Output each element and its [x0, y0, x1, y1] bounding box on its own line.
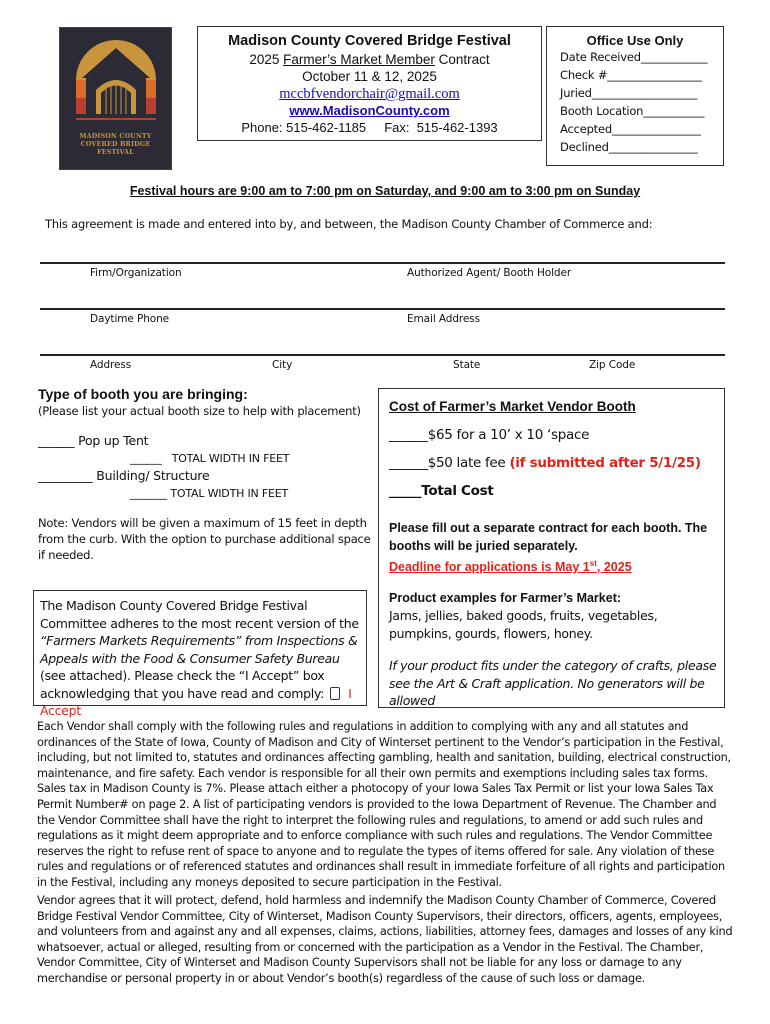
committee-text-italic: “Farmers Markets Requirements” from Inspections & Appeals with the Food & Consumer Safety Bureau: [40, 633, 358, 666]
cost-title: Cost of Farmer’s Market Vendor Booth: [389, 399, 636, 414]
committee-text-2: (see attached). Please check the “I Accept” box acknowledging that you have read and comply:: [40, 668, 325, 701]
late-fee-field[interactable]: [389, 455, 701, 471]
festival-hours: Festival hours are 9:00 am to 7:00 pm on Saturday, and 9:00 am to 3:00 pm on Sunday: [129, 184, 641, 198]
office-check: Check #_________________: [560, 68, 702, 82]
deadline-year: , 2025: [596, 560, 632, 575]
phone-label: Daytime Phone: [90, 313, 170, 325]
rules-paragraph: Each Vendor shall comply with the following rules and regulations in addition to complying with any and all statutes and ordinances of the State of Iowa, County of Madison and City of Winterset pertinent to the Vendor’s participation in the Festival, including, but not limited to, statutes and ordinances affecting gambling, health and sanitation, building, electrical construction, maintenance, and fire safety. Each vendor is responsible for all their own permits and exemptions including sales tax forms. Sales tax in Madison County is 7%. Please attach either a photocopy of your Iowa Sales Tax Permit or list your Iowa Sales Tax Permit Number# on page 2. A list of participating vendors is provided to the Iowa Department of Revenue. The Chamber and the Vendor Committee shall have the right to interpret the following rules and regulations, to amend or add such rules and regulations as it might deem appropriate and to enforce compliance with such rules and regulations. The Vendor Committee reserves the right to refuse rent of space to anyone and to regulate the types of items offered for sale. Any violation of these rules and regulations or of referenced statutes and ordinances shall result in immediate forfeiture of all rights and participation in the Festival, including any moneys deposited to secure participation in the Festival.: [37, 720, 731, 889]
building-field[interactable]: _________ Building/ Structure: [38, 468, 210, 483]
office-booth-location: Booth Location___________: [560, 104, 705, 118]
address-line[interactable]: [40, 354, 725, 356]
total-cost-field[interactable]: [389, 483, 494, 499]
crafts-note: If your product fits under the category of crafts, please see the Art & Craft application. No generators will be allowed: [389, 658, 717, 708]
firm-agent-line[interactable]: [40, 262, 725, 264]
late-fee-label: ______$50 late fee: [389, 455, 510, 471]
agent-label: Authorized Agent/ Booth Holder: [407, 267, 572, 279]
committee-text: [40, 597, 366, 720]
state-label: State: [453, 359, 481, 371]
contract-suffix: Contract: [434, 52, 490, 67]
office-juried: Juried___________________: [560, 86, 698, 100]
agreement-intro: This agreement is made and entered into by, and between, the Madison County Chamber of Commerce and:: [45, 217, 653, 231]
office-use-title: Office Use Only: [586, 33, 684, 48]
city-label: City: [272, 359, 293, 371]
contract-year: 2025: [249, 52, 284, 67]
address-label: Address: [90, 359, 132, 371]
popup-width-field[interactable]: ______ TOTAL WIDTH IN FEET: [130, 452, 290, 465]
office-accepted: Accepted________________: [560, 122, 701, 136]
cost-box: [378, 388, 725, 708]
office-use-box: [546, 26, 724, 166]
late-fee-condition: (if submitted after 5/1/25): [509, 455, 701, 471]
popup-tent-field[interactable]: ______ Pop up Tent: [38, 433, 149, 448]
festival-logo: [59, 27, 172, 170]
indemnity-paragraph: Vendor agrees that it will protect, defend, hold harmless and indemnify the Madison County Chamber of Commerce, Covered Bridge Festival Vendor Committee, City of Winterset, Madison County Supervisors, their directors, officers, agents, employees, and volunteers from and against any and all expenses, claims, actions, liabilities, attorney fees, damages and losses of any kind whatsoever, actual or alleged, resulting from or concerned with the participation as a Vendor in the Festival. The Chamber, Vendor Committee, City of Winterset and Madison County Supervisors shall not be liable for any loss or damage to any merchandise or personal property in or about Vendor’s booth(s) regardless of the cause of such loss or damage.: [37, 894, 733, 985]
email-label: Email Address: [407, 313, 480, 325]
website-link[interactable]: www.MadisonCounty.com: [289, 103, 450, 118]
contract-title: [198, 51, 541, 68]
contract-type: Farmer’s Market Member: [283, 52, 435, 67]
deadline-text: Deadline for applications is May 1: [389, 560, 590, 575]
header-box: [197, 26, 542, 141]
office-declined: Declined________________: [560, 140, 698, 154]
firm-label: Firm/Organization: [90, 267, 182, 279]
accept-checkbox[interactable]: [330, 687, 340, 700]
accept-label: I Accept: [40, 685, 352, 718]
phone-email-line[interactable]: [40, 308, 725, 310]
examples-title: Product examples for Farmer’s Market:: [389, 591, 622, 605]
total-cost-label: Total Cost: [421, 483, 494, 499]
email-link-row: [198, 85, 541, 103]
space-fee-field[interactable]: ______$65 for a 10’ x 10 ‘space: [389, 427, 590, 443]
booth-type-title: Type of booth you are bringing:: [38, 386, 248, 402]
booth-type-subtitle: (Please list your actual booth size to help with placement): [38, 404, 361, 418]
building-width-field[interactable]: _______ TOTAL WIDTH IN FEET: [130, 487, 288, 500]
committee-text-1: The Madison County Covered Bridge Festival Committee adheres to the most recent version of the: [40, 598, 359, 631]
festival-title: Madison County Covered Bridge Festival: [228, 33, 511, 49]
festival-dates: October 11 & 12, 2025: [302, 69, 437, 84]
total-cost-blank: _____: [389, 483, 422, 499]
phone-fax: Phone: 515-462-1185 Fax: 515-462-1393: [241, 120, 498, 135]
zip-label: Zip Code: [589, 359, 636, 371]
office-date-received: Date Received____________: [560, 50, 708, 64]
website-link-row: [198, 102, 541, 119]
deadline-sup: st: [589, 559, 597, 568]
logo-line-1: MADISON COUNTY: [79, 133, 152, 140]
examples-list: Jams, jellies, baked goods, fruits, vegetables, pumpkins, gourds, flowers, honey.: [389, 608, 658, 641]
email-link[interactable]: mccbfvendorchair@gmail.com: [279, 86, 460, 102]
deadline-note: [389, 555, 719, 576]
logo-line-3: FESTIVAL: [97, 149, 134, 156]
separate-contract-note: Please fill out a separate contract for each booth. The booths will be juried separately.: [389, 521, 708, 553]
logo-line-2: COVERED BRIDGE: [80, 141, 151, 148]
committee-box: [33, 590, 367, 718]
depth-note: Note: Vendors will be given a maximum of 15 feet in depth from the curb. With the option to purchase additional space if needed.: [38, 516, 371, 562]
